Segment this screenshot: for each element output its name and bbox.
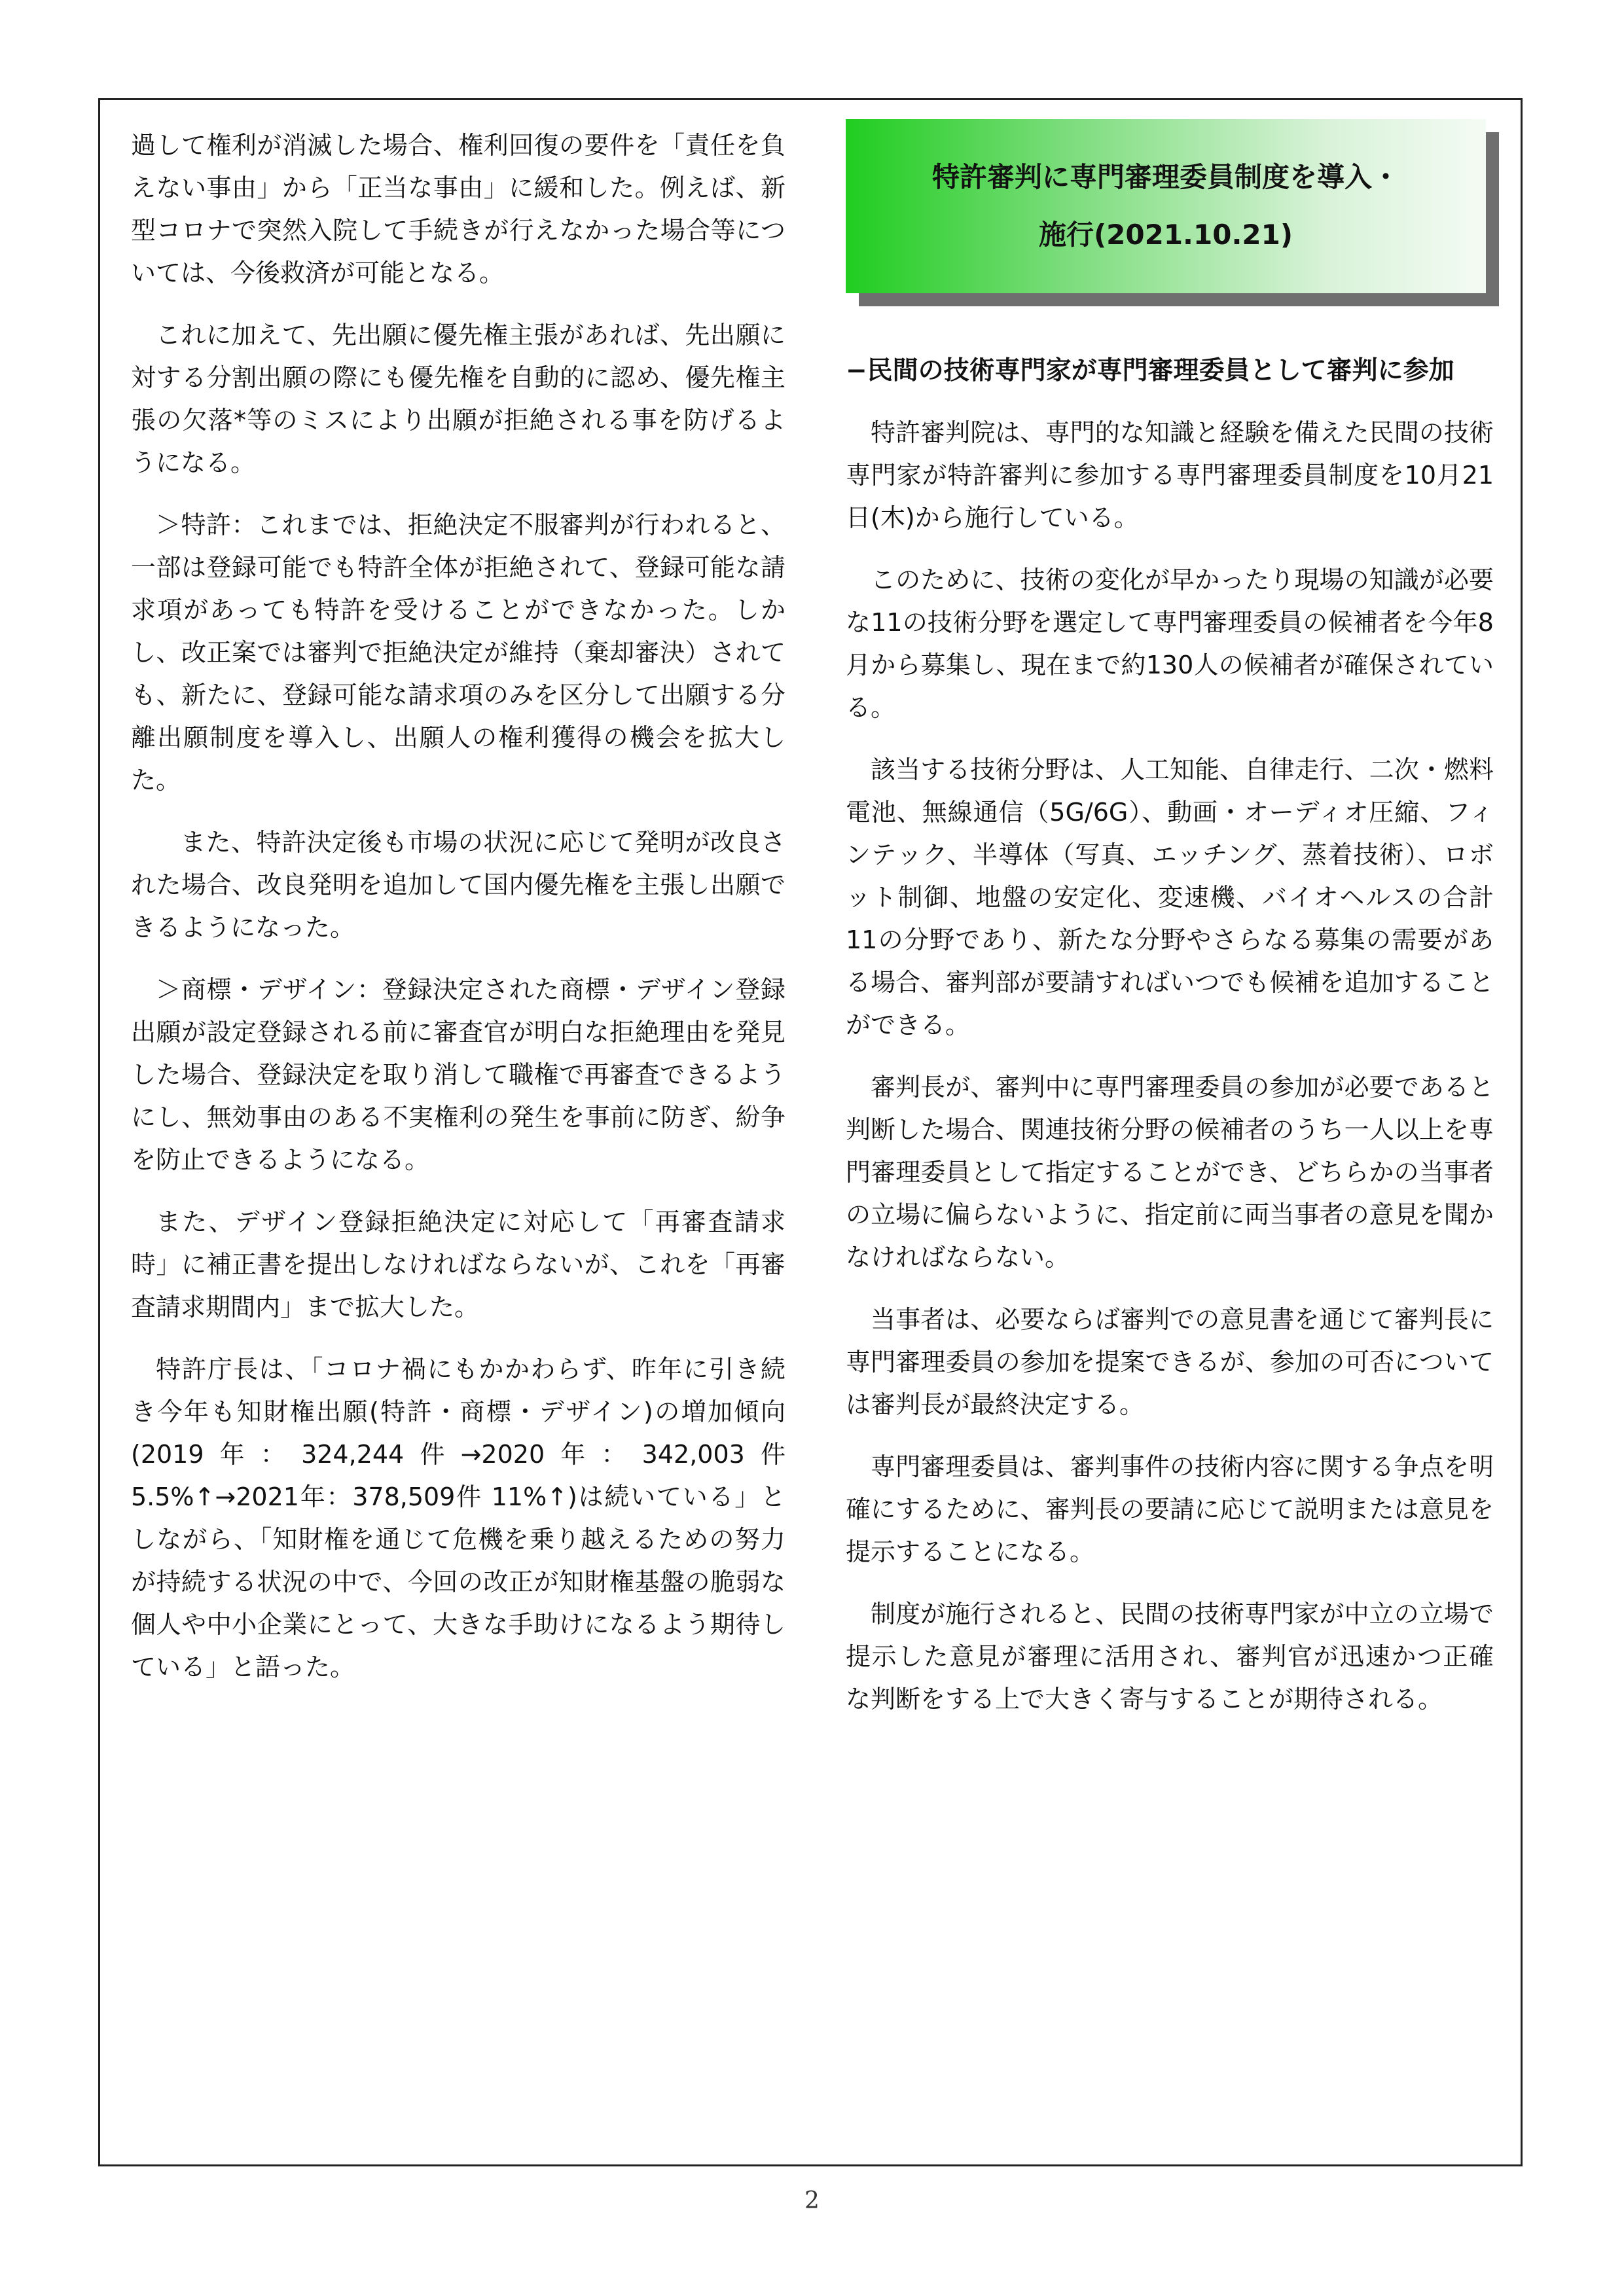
right-paragraph-1: 特許審判院は、専門的な知識と経験を備えた民間の技術専門家が特許審判に参加する専門審理委員制度を10月21日(木)から施行している。 [846, 418, 1494, 532]
right-paragraph-6: 専門審理委員は、審判事件の技術内容に関する争点を明確にするために、審判長の要請に応じて説明または意見を提示することになる。 [846, 1452, 1494, 1566]
article-title [846, 119, 1486, 293]
left-paragraph-6: また、デザイン登録拒絶決定に対応して「再審査請求時」に補正書を提出しなければならないが、これを「再審査請求期間内」まで拡大した。 [131, 1208, 785, 1321]
article-title-line-2: 施行(2021.10.21) [1038, 219, 1293, 251]
left-paragraph-1: 過して権利が消滅した場合、権利回復の要件を「責任を負えない事由」から「正当な事由」に緩和した。例えば、新型コロナで突然入院して手続きが行えなかった場合等については、今後救済が可能となる。 [131, 131, 785, 287]
right-paragraph-3: 該当する技術分野は、人工知能、自律走行、二次・燃料電池、無線通信（5G/6G）、動画・オーディオ圧縮、フィンテック、半導体（写真、エッチング、蒸着技術）、ロボット制御、地盤の安定化、変速機、バイオヘルスの合計11の分野であり、新たな分野やさらなる募集の需要がある場合、審判部が要請すればいつでも候補を追加することができる。 [846, 755, 1494, 1039]
page-number: 2 [804, 2187, 820, 2214]
left-paragraph-4: また、特許決定後も市場の状況に応じて発明が改良された場合、改良発明を追加して国内優先権を主張し出願できるようになった。 [131, 828, 785, 942]
right-paragraph-7: 制度が施行されると、民間の技術専門家が中立の立場で提示した意見が審理に活用され、審判官が迅速かつ正確な判断をする上で大きく寄与することが期待される。 [846, 1600, 1494, 1713]
left-column [131, 124, 785, 1708]
left-paragraph-commissioner-quote: 特許庁長は、「コロナ禍にもかかわらず、昨年に引き続き今年も知財権出願(特許・商標・デザイン)の増加傾向(2019年：324,244件→2020年：342,003件 5.5%↑→2021年：378,509件 11%↑)は続いている」としながら、「知財権を通じて危機を乗り越えるための努力が持続する状況の中で、今回の改正が知財権基盤の脆弱な個人や中小企業にとって、大きな手助けになるよう期待している」と語った。 [131, 1355, 785, 1681]
article-title-line-1: 特許審判に専門審理委員制度を導入・ [931, 161, 1399, 193]
right-column [846, 119, 1494, 1740]
right-paragraph-2: このために、技術の変化が早かったり現場の知識が必要な11の技術分野を選定して専門審理委員の候補者を今年8月から募集し、現在まで約130人の候補者が確保されている。 [846, 565, 1494, 722]
left-paragraph-trademark-design: ＞商標・デザイン：登録決定された商標・デザイン登録出願が設定登録される前に審査官が明白な拒絶理由を発見した場合、登録決定を取り消して職権で再審査できるようにし、無効事由のある不実権利の発生を事前に防ぎ、紛争を防止できるようになる。 [131, 975, 785, 1174]
article-subheading: −民間の技術専門家が専門審理委員として審判に参加 [846, 356, 1454, 386]
right-paragraph-4: 審判長が、審判中に専門審理委員の参加が必要であると判断した場合、関連技術分野の候補者のうち一人以上を専門審理委員として指定することができ、どちらかの当事者の立場に偏らないように、指定前に両当事者の意見を聞かなければならない。 [846, 1073, 1494, 1272]
right-paragraph-5: 当事者は、必要ならば審判での意見書を通じて審判長に専門審理委員の参加を提案できるが、参加の可否については審判長が最終決定する。 [846, 1305, 1494, 1419]
article-title-box [846, 119, 1500, 309]
left-paragraph-2: これに加えて、先出願に優先権主張があれば、先出願に対する分割出願の際にも優先権を自動的に認め、優先権主張の欠落*等のミスにより出願が拒絶される事を防げるようになる。 [131, 321, 785, 477]
left-paragraph-patent: ＞特許：これまでは、拒絶決定不服審判が行われると、一部は登録可能でも特許全体が拒絶されて、登録可能な請求項があっても特許を受けることができなかった。しかし、改正案では審判で拒絶決定が維持（棄却審決）されても、新たに、登録可能な請求項のみを区分して出願する分離出願制度を導入し、出願人の権利獲得の機会を拡大した。 [131, 511, 785, 795]
